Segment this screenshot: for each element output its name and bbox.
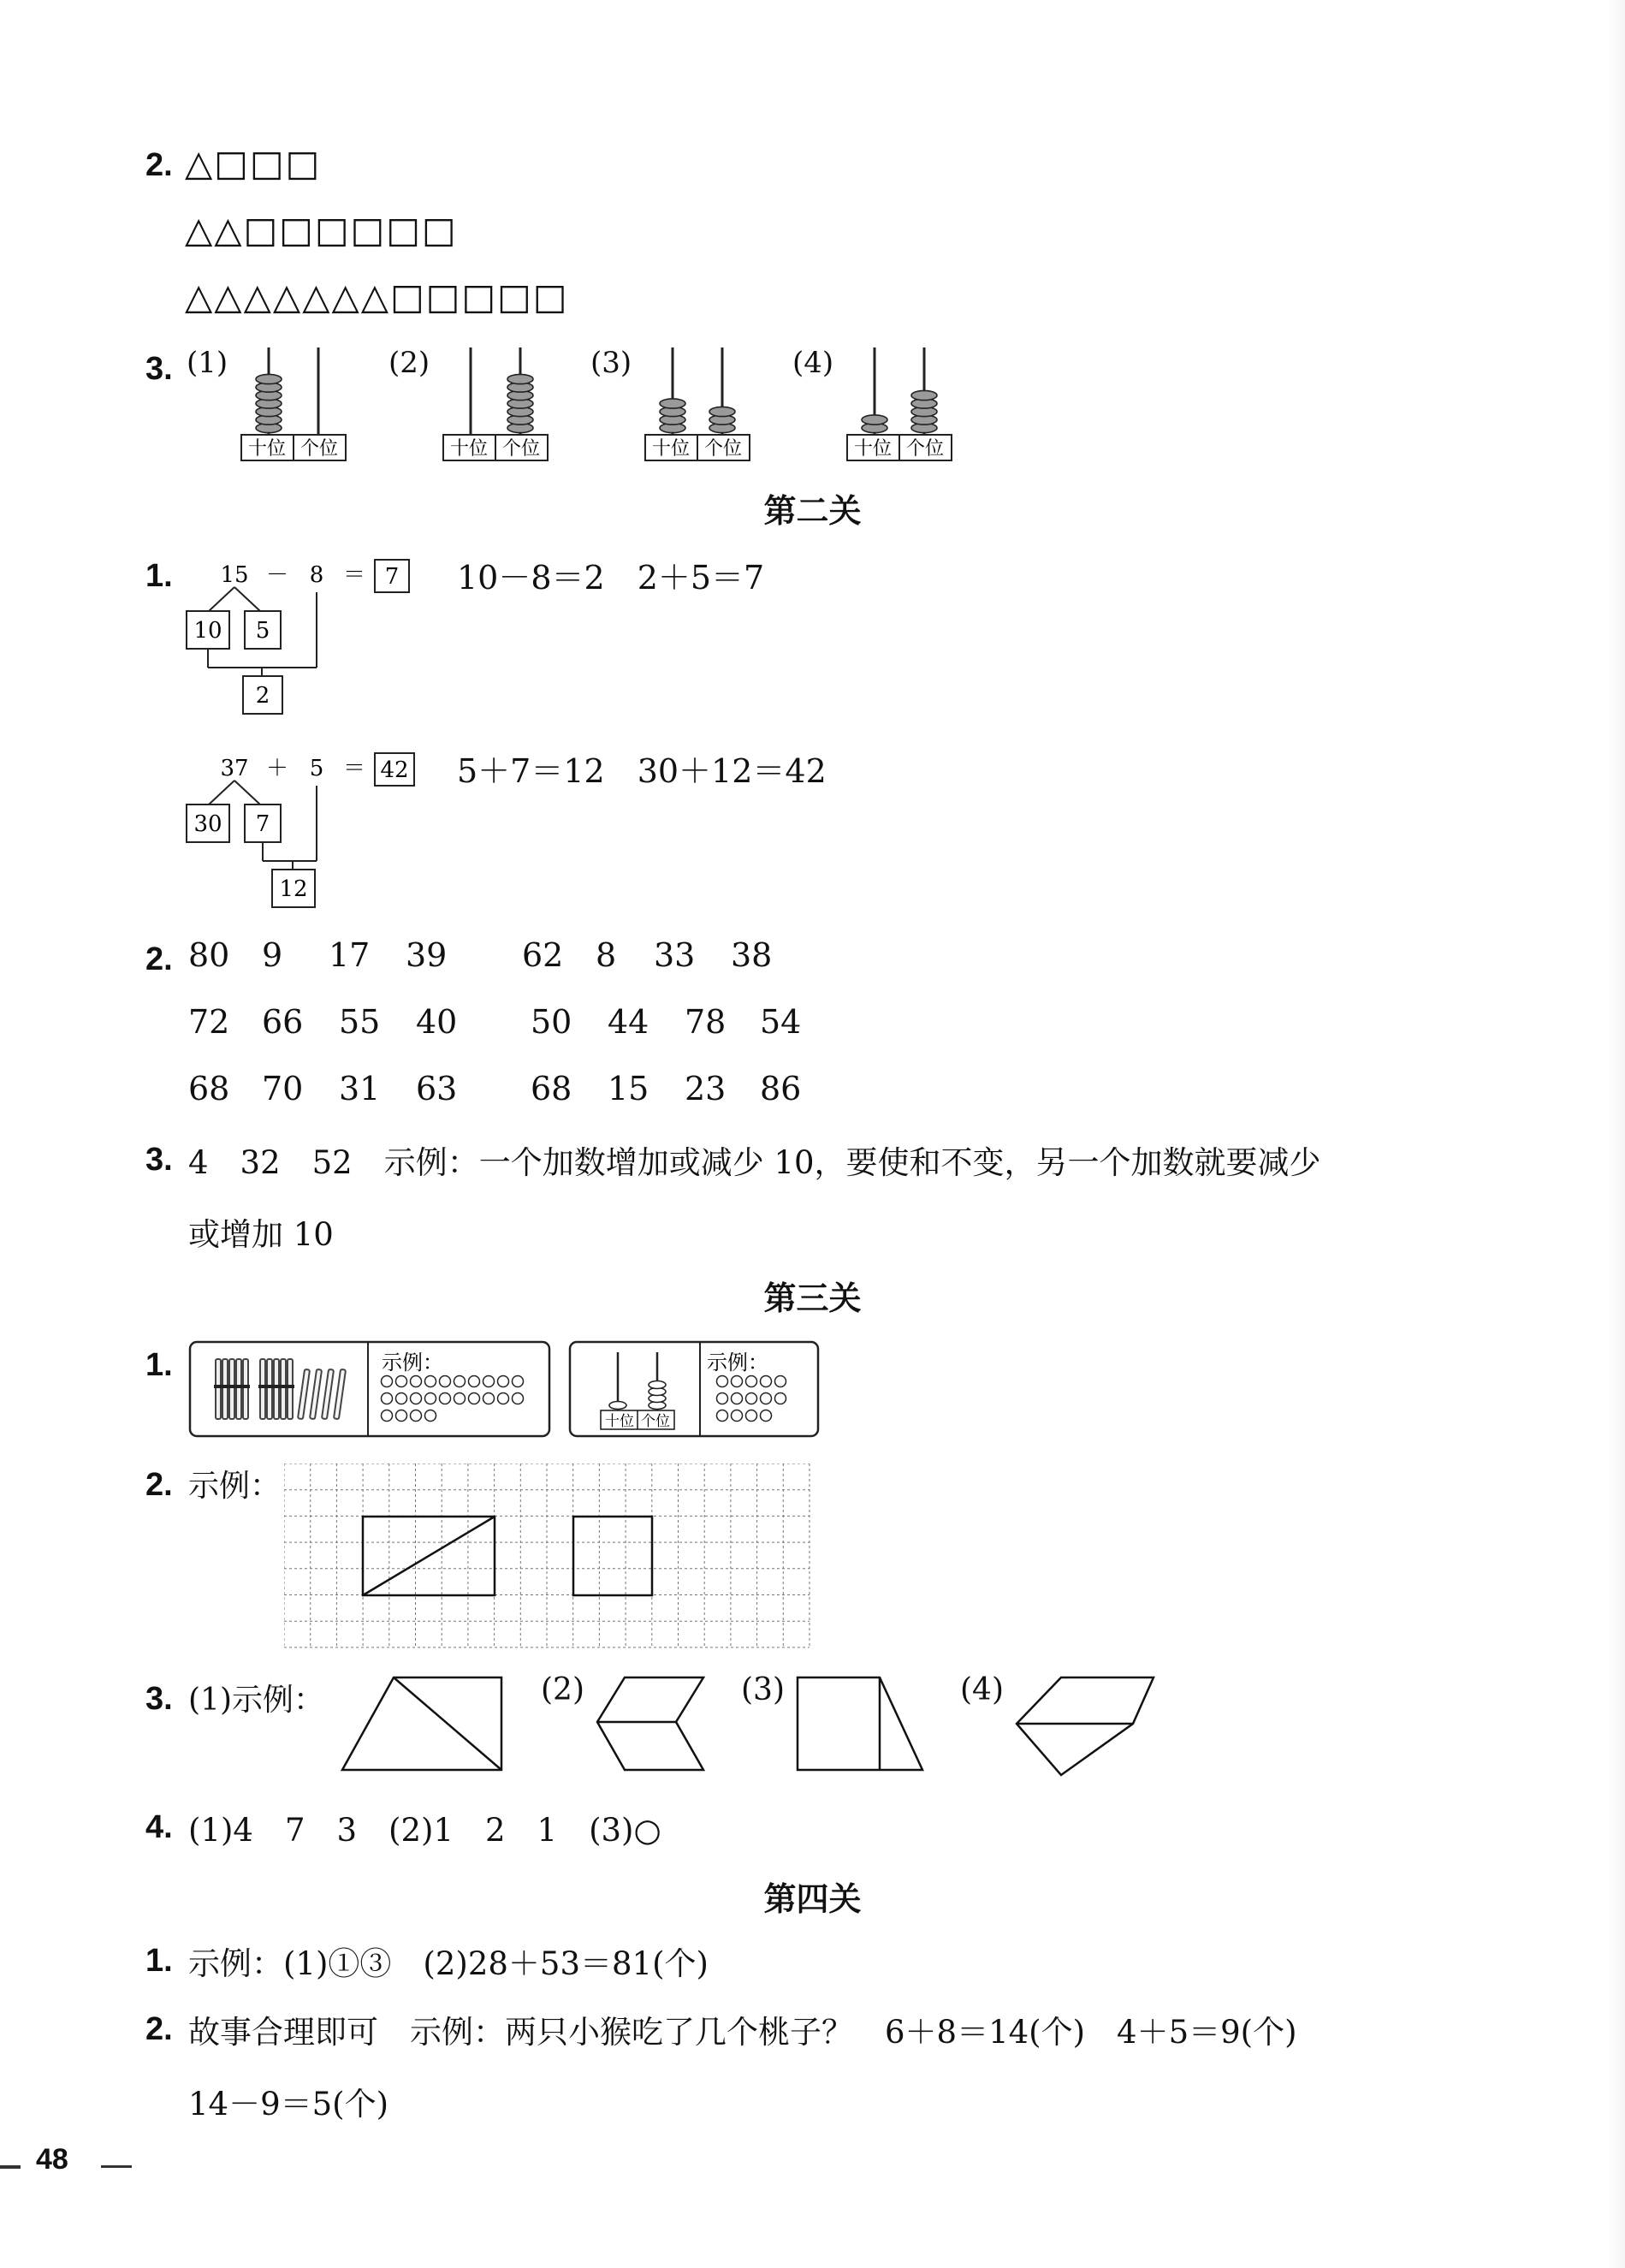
cell: 8 (596, 936, 617, 974)
d2-a: 37 (220, 756, 249, 781)
d1-s1: 10 (193, 618, 222, 644)
d2-equation-line: 5＋7＝12 30＋12＝42 (457, 752, 827, 790)
ones-place-label: 个位 (703, 438, 743, 460)
dotted-grid-figure (284, 1464, 811, 1655)
cell: 39 (406, 936, 448, 974)
cell: 68 (188, 1070, 230, 1107)
cell: 62 (522, 936, 564, 974)
sec2-q3-line2: 或增加 10 (188, 1216, 334, 1253)
sec4-q2-line1: 故事合理即可 示例：两只小猴吃了几个桃子？ 6＋8＝14(个) 4＋5＝9(个) (188, 2014, 1297, 2051)
page-number-rule-right (101, 2165, 132, 2168)
sec2-q2-number: 2. (145, 941, 173, 977)
cell: 68 (531, 1070, 572, 1107)
abacus-label-2: (2) (388, 346, 430, 380)
square-shape (573, 1517, 652, 1595)
example-label-2: 示例： (707, 1351, 768, 1374)
shape-figure-3 (796, 1672, 926, 1777)
sec3-q3-l3: (3) (741, 1672, 785, 1707)
abacus-3-tens-beads (660, 399, 685, 433)
abacus-4-ones-beads (911, 390, 937, 432)
ones-place-label: 个位 (905, 438, 945, 460)
cell: 38 (731, 936, 773, 974)
d1-eq: ＝ (342, 562, 366, 588)
decomposition-diagram-2 (176, 741, 433, 924)
tens-place-label: 十位 (247, 438, 287, 460)
cell: 72 (188, 1003, 230, 1041)
cell: 33 (654, 936, 696, 974)
tens-place-label: 十位 (853, 438, 893, 460)
sec2-q3-line1: 4 32 52 示例：一个加数增加或减少 10，要使和不变，另一个加数就要减少 (188, 1144, 1321, 1181)
sec4-q2-line2: 14－9＝5(个) (188, 2086, 389, 2123)
abacus-2 (440, 346, 551, 466)
abacus-1 (238, 346, 349, 466)
sec4-q1-number: 1. (145, 1943, 173, 1979)
d2-mid: 12 (279, 876, 308, 902)
abacus-bead (256, 374, 282, 383)
shape-figure-2 (596, 1672, 707, 1778)
diagonal-line (363, 1517, 495, 1595)
tens-place-label: 十位 (651, 438, 691, 460)
d2-s2: 7 (255, 811, 270, 837)
abacus-3 (642, 346, 753, 466)
stick-bundle-1 (214, 1359, 250, 1419)
abacus-4 (844, 346, 955, 466)
section-title-4: 第四关 (763, 1880, 862, 1918)
abacus-1-svg (238, 346, 349, 462)
cell: 23 (685, 1070, 727, 1107)
d1-equation-line: 10－8＝2 2＋5＝7 (457, 559, 765, 597)
number-grid (188, 936, 833, 1137)
cell: 63 (416, 1070, 458, 1107)
cell: 50 (531, 1003, 572, 1041)
decomposition-diagram-1 (176, 548, 433, 731)
abacus-2-ones-beads (507, 374, 533, 432)
sec2-q3-number: 3. (145, 1142, 173, 1178)
cell: 54 (760, 1003, 802, 1041)
shape-figure-4 (1015, 1672, 1157, 1782)
abacus-1-tens-beads (256, 374, 282, 432)
abacus-3-svg (642, 346, 753, 462)
d2-eq: ＝ (342, 756, 366, 781)
abacus-bead (862, 415, 887, 425)
sec2-q1-number: 1. (145, 558, 173, 594)
sec3-q4-number: 4. (145, 1809, 173, 1845)
stick-bundle-2 (258, 1359, 294, 1419)
cell: 31 (339, 1070, 381, 1107)
d2-s1: 30 (193, 811, 222, 837)
section-title-2: 第二关 (763, 492, 862, 530)
ones-place-label: 个位 (501, 438, 541, 460)
sec3-q2-label: 示例： (188, 1469, 282, 1504)
cell: 86 (760, 1070, 802, 1107)
cell: 66 (262, 1003, 304, 1041)
page-edge-shadow (1608, 0, 1625, 2268)
d1-result: 7 (384, 564, 400, 590)
page-number-rule-left (0, 2165, 21, 2169)
abacus-2-svg (440, 346, 551, 462)
shapes-row-3: △△△△△△△□□□□□ (185, 276, 569, 318)
number-row-3 (188, 1070, 833, 1137)
d1-a: 15 (220, 562, 249, 588)
example-label-1: 示例： (382, 1351, 443, 1374)
sec3-q3-l1: (1)示例： (188, 1683, 324, 1718)
cell: 9 (262, 936, 283, 974)
section-title-3: 第三关 (763, 1279, 862, 1317)
shape-figure-1 (341, 1672, 508, 1777)
cell: 55 (339, 1003, 381, 1041)
cell: 80 (188, 936, 230, 974)
shapes-row-2: △△□□□□□□ (185, 209, 458, 251)
cell: 40 (416, 1003, 458, 1041)
sticks-example-box (188, 1340, 551, 1441)
sec3-q3-number: 3. (145, 1681, 173, 1717)
q3-number: 3. (145, 351, 173, 387)
cell: 78 (685, 1003, 727, 1041)
abacus-label-3: (3) (590, 346, 632, 380)
cell: 70 (262, 1070, 304, 1107)
d2-result: 42 (380, 757, 409, 783)
number-row-1 (188, 936, 833, 1003)
sec3-q1-number: 1. (145, 1347, 173, 1383)
abacus-3-ones-beads (709, 407, 735, 432)
abacus-4-tens-beads (862, 415, 887, 433)
abacus-label-1: (1) (187, 346, 228, 380)
d1-s2: 5 (255, 618, 270, 644)
abacus-bead (709, 407, 735, 416)
abacus-bead (911, 390, 937, 400)
d2-op: ＋ (265, 756, 289, 781)
abacus-bead (507, 374, 533, 383)
small-ones-label: 个位 (641, 1413, 670, 1430)
page-number: 48 (36, 2143, 68, 2176)
tens-place-label: 十位 (449, 438, 489, 460)
sec3-q2-number: 2. (145, 1467, 173, 1503)
small-tens-label: 十位 (605, 1413, 634, 1430)
sec4-q2-number: 2. (145, 2011, 173, 2047)
abacus-example-box (568, 1340, 820, 1441)
d1-b: 8 (309, 562, 324, 588)
d1-mid: 2 (255, 683, 270, 709)
cell: 44 (608, 1003, 649, 1041)
d2-b: 5 (309, 756, 324, 781)
sec3-q3-l2: (2) (541, 1672, 584, 1707)
cell: 15 (608, 1070, 649, 1107)
q2-number: 2. (145, 147, 173, 183)
ones-place-label: 个位 (299, 438, 339, 460)
sec4-q1-text: 示例：(1)①③ (2)28＋53＝81(个) (188, 1945, 709, 1982)
d1-op: － (265, 562, 289, 588)
shapes-row-1: △□□□ (185, 142, 322, 184)
sec3-q4-text: (1)4 7 3 (2)1 2 1 (3)○ (188, 1812, 661, 1849)
abacus-label-4: (4) (792, 346, 834, 380)
cell: 17 (329, 936, 371, 974)
sec3-q3-l4: (4) (960, 1672, 1004, 1707)
abacus-4-svg (844, 346, 955, 462)
number-row-2 (188, 1003, 833, 1070)
abacus-bead (660, 399, 685, 408)
